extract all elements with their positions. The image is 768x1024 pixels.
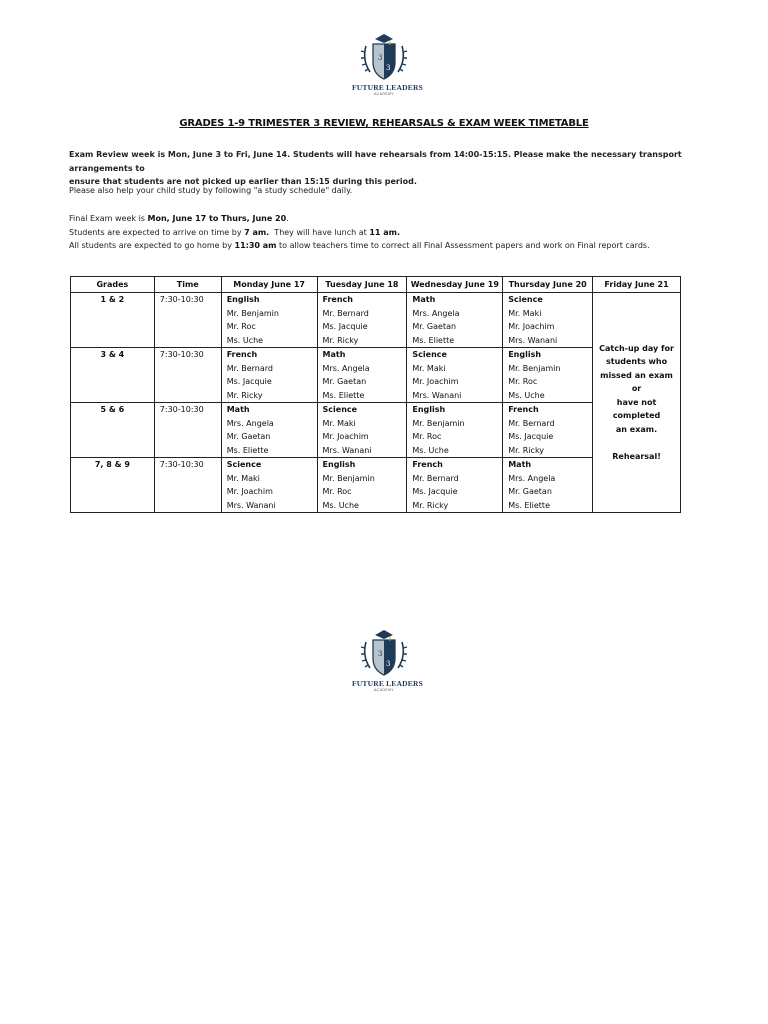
teacher-name: Mr. Ricky: [322, 335, 359, 345]
exam-cell: [317, 458, 407, 513]
teacher-name: Mrs. Angela: [322, 363, 370, 373]
teacher-name: Mrs. Wanani: [412, 390, 462, 400]
teacher-name: Ms. Eliette: [412, 335, 455, 345]
exam-cell: [317, 403, 407, 458]
teacher-name: Mr. Benjamin: [412, 418, 465, 428]
friday-note-line: Catch-up day for: [599, 343, 674, 353]
subject-label: Science: [226, 460, 262, 469]
teacher-name: Ms. Uche: [412, 445, 449, 455]
teacher-name: Mr. Gaetan: [322, 377, 367, 386]
teacher-name: Mr. Roc: [226, 322, 256, 331]
logo-brand-text: FUTURE LEADERS: [352, 83, 423, 92]
grade-cell: 1 & 2: [71, 293, 155, 348]
rehearsal-label: Rehearsal!: [612, 451, 661, 461]
time-cell: 7:30-10:30: [154, 348, 221, 403]
table-row: [71, 348, 681, 403]
final-exam-note: [69, 212, 689, 253]
teacher-name: Mr. Ricky: [412, 500, 449, 510]
arrival-time: 7 am.: [244, 227, 270, 237]
exam-cell: [407, 458, 503, 513]
table-row: [71, 293, 681, 348]
subject-label: Math: [322, 350, 346, 359]
header-tuesday: Tuesday June 18: [317, 277, 407, 293]
teacher-name: Mrs. Wanani: [226, 500, 276, 510]
exam-cell: [503, 348, 593, 403]
svg-text:3: 3: [386, 64, 391, 72]
final-exam-dates: Mon, June 17 to Thurs, June 20: [147, 214, 287, 223]
teacher-name: Mr. Maki: [322, 418, 356, 428]
subject-label: French: [412, 460, 443, 469]
teacher-name: Ms. Eliette: [322, 390, 365, 400]
exam-cell: [317, 348, 407, 403]
teacher-name: Ms. Eliette: [226, 445, 269, 455]
logo-sub-text: ACADEMY: [373, 688, 395, 692]
teacher-name: Mr. Gaetan: [508, 487, 552, 496]
exam-cell: [221, 293, 317, 348]
exam-cell: [221, 348, 317, 403]
academy-logo-bottom: [352, 626, 423, 693]
teacher-name: Mr. Roc: [322, 487, 352, 496]
teacher-name: Ms. Eliette: [508, 500, 550, 510]
subject-label: French: [508, 405, 539, 414]
subject-label: Science: [412, 350, 447, 359]
teacher-name: Mr. Bernard: [226, 363, 274, 373]
header-thursday: Thursday June 20: [503, 277, 593, 293]
header-monday: Monday June 17: [221, 277, 317, 293]
subject-label: Math: [508, 460, 532, 469]
subject-label: English: [412, 405, 446, 414]
exam-cell: [317, 293, 407, 348]
teacher-name: Ms. Uche: [508, 390, 545, 400]
page-title: GRADES 1-9 TRIMESTER 3 REVIEW, REHEARSALS & EXAM WEEK TIMETABLE: [179, 118, 589, 129]
friday-note-line: students who: [605, 357, 668, 367]
shield-crest-icon: [356, 30, 412, 82]
teacher-name: Mr. Ricky: [226, 390, 263, 400]
logo-brand-text: FUTURE LEADERS: [352, 679, 423, 688]
exam-cell: [503, 403, 593, 458]
exam-cell: [503, 293, 593, 348]
grade-cell: 3 & 4: [71, 348, 155, 403]
header-time: Time: [154, 277, 221, 293]
teacher-name: Mr. Roc: [412, 432, 442, 441]
subject-label: Science: [322, 405, 358, 414]
exam-timetable: [70, 276, 681, 513]
final-exam-line: Final Exam week is Mon, June 17 to Thurs, June 20.: [69, 214, 289, 223]
teacher-name: Mr. Maki: [412, 363, 446, 373]
subject-label: Math: [226, 405, 250, 414]
grade-cell: 5 & 6: [71, 403, 155, 458]
go-home-line: All students are expected to go home by 11:30 am to allow teachers time to correct all Final Assessment papers and work on Final report cards.: [69, 241, 650, 250]
exam-cell: [221, 403, 317, 458]
svg-text:3: 3: [378, 650, 383, 658]
teacher-name: Mr. Ricky: [508, 445, 545, 455]
teacher-name: Ms. Jacquie: [226, 377, 272, 386]
teacher-name: Mr. Joachim: [322, 432, 369, 441]
shield-crest-icon: [356, 626, 412, 678]
friday-note-cell: [593, 293, 681, 513]
teacher-name: Mr. Roc: [508, 377, 538, 386]
teacher-name: Ms. Jacquie: [412, 487, 458, 496]
exam-cell: [407, 348, 503, 403]
exam-cell: [503, 458, 593, 513]
go-home-time: 11:30 am: [234, 241, 277, 250]
teacher-name: Mr. Maki: [226, 473, 260, 483]
lunch-time: 11 am.: [369, 227, 401, 237]
friday-note-line: missed an exam or: [600, 370, 673, 394]
teacher-name: Mrs. Angela: [412, 308, 460, 318]
header-grades: Grades: [71, 277, 155, 293]
study-note: Please also help your child study by following "a study schedule" daily.: [69, 186, 353, 195]
subject-label: French: [226, 350, 258, 359]
teacher-name: Ms. Jacquie: [322, 322, 368, 331]
friday-note-spacer: [597, 436, 676, 450]
review-week-line-2: ensure that students are not picked up earlier than 15:15 during this period.: [69, 177, 417, 186]
teacher-name: Mrs. Angela: [226, 418, 274, 428]
exam-cell: [407, 293, 503, 348]
teacher-name: Mrs. Wanani: [508, 335, 558, 345]
exam-cell: [407, 403, 503, 458]
teacher-name: Mr. Benjamin: [226, 308, 279, 318]
teacher-name: Mr. Bernard: [412, 473, 459, 483]
subject-label: English: [508, 350, 542, 359]
svg-text:3: 3: [386, 660, 391, 668]
subject-label: Science: [508, 295, 543, 304]
teacher-name: Mrs. Wanani: [322, 445, 372, 455]
review-week-note: [69, 148, 689, 189]
logo-sub-text: ACADEMY: [373, 92, 395, 96]
review-week-line-1: Exam Review week is Mon, June 3 to Fri, June 14. Students will have rehearsals from 14:00-15:15. Please make the necessary transport arrangements to: [69, 150, 682, 173]
friday-note-line: an exam.: [615, 424, 658, 434]
friday-note-line: have not completed: [612, 397, 661, 421]
time-cell: 7:30-10:30: [154, 458, 221, 513]
exam-cell: [221, 458, 317, 513]
teacher-name: Mr. Gaetan: [412, 322, 457, 331]
subject-label: French: [322, 295, 353, 304]
time-cell: 7:30-10:30: [154, 403, 221, 458]
teacher-name: Mr. Joachim: [412, 377, 459, 386]
table-row: [71, 458, 681, 513]
teacher-name: Ms. Uche: [226, 335, 264, 345]
time-cell: 7:30-10:30: [154, 293, 221, 348]
teacher-name: Mrs. Angela: [508, 473, 556, 483]
header-wednesday: Wednesday June 19: [407, 277, 503, 293]
teacher-name: Mr. Bernard: [508, 418, 555, 428]
subject-label: Math: [412, 295, 436, 304]
academy-logo-top: [352, 30, 423, 97]
table-row: [71, 403, 681, 458]
subject-label: English: [226, 295, 260, 304]
svg-text:3: 3: [378, 54, 383, 62]
arrival-line: Students are expected to arrive on time by 7 am. They will have lunch at 11 am.: [69, 227, 401, 237]
subject-label: English: [322, 460, 356, 469]
teacher-name: Mr. Joachim: [226, 487, 273, 496]
teacher-name: Ms. Uche: [322, 500, 359, 510]
teacher-name: Mr. Joachim: [508, 322, 555, 331]
grade-cell: 7, 8 & 9: [71, 458, 155, 513]
teacher-name: Mr. Benjamin: [322, 473, 375, 483]
table-header-row: [71, 277, 681, 293]
teacher-name: Mr. Bernard: [322, 308, 369, 318]
header-friday: Friday June 21: [593, 277, 681, 293]
teacher-name: Mr. Benjamin: [508, 363, 561, 373]
teacher-name: Mr. Maki: [508, 308, 542, 318]
teacher-name: Mr. Gaetan: [226, 432, 271, 441]
teacher-name: Ms. Jacquie: [508, 432, 554, 441]
